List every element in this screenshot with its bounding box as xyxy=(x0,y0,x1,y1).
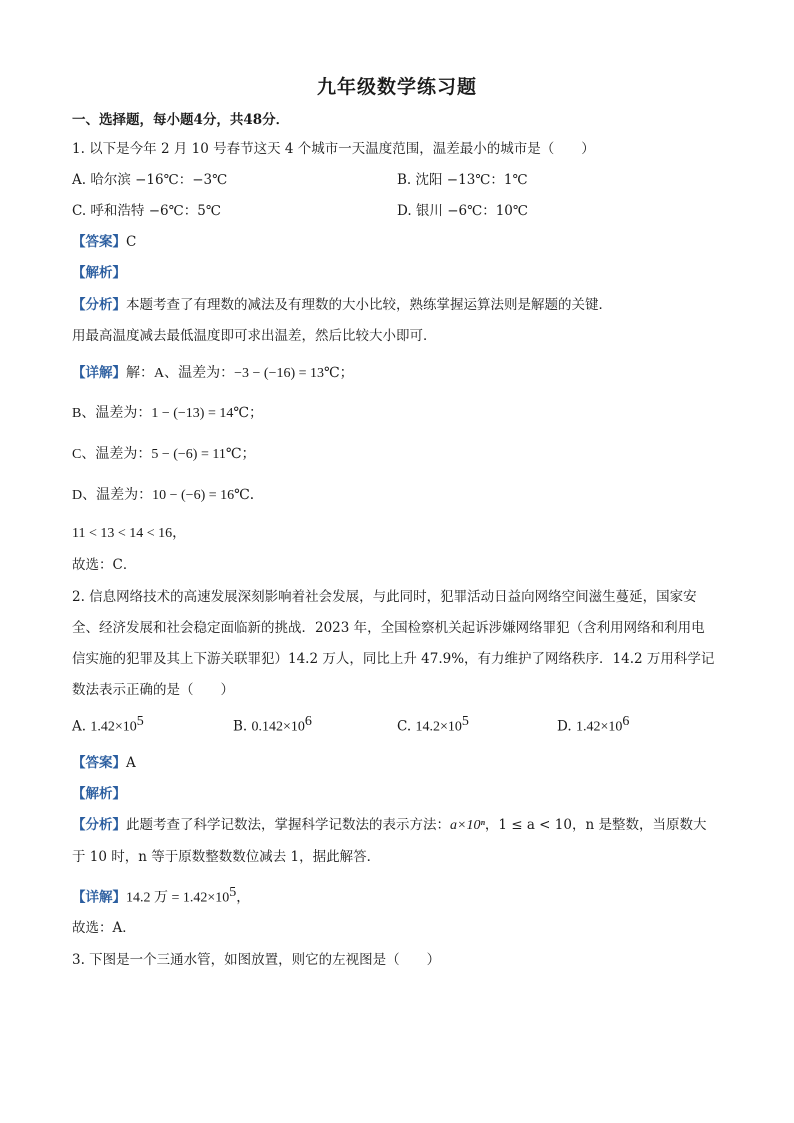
q1-detail-line4: D、温差为：10 − (−6) = 16℃． xyxy=(72,488,264,503)
q1-detail-line5: 11 < 13 < 14 < 16， xyxy=(72,526,187,541)
q1-detail-line2: B、温差为：1 − (−13) = 14℃； xyxy=(72,406,264,421)
q2-analysis-line2: 于 10 时，n 等于原数整数数位减去 1，据此解答． xyxy=(72,849,381,865)
q2-stem-line1: 2. 信息网络技术的高速发展深刻影响着社会发展，与此同时，犯罪活动日益向网络空间滋生蔓延，国家安 xyxy=(72,589,697,605)
q1-analysis-line2: 用最高温度减去最低温度即可求出温差，然后比较大小即可． xyxy=(72,328,437,344)
q1-analysis-line1 xyxy=(72,296,612,314)
q2-option-d: D. $1.42\times 10^6$ xyxy=(557,714,630,735)
q1-option-b: B. 沈阳 −13℃：1℃ xyxy=(397,172,528,188)
q1-answer xyxy=(72,233,136,251)
q2-option-b: B. $0.142\times 10^6$ xyxy=(233,714,312,735)
q2-option-c: C. $14.2\times 10^5$ xyxy=(397,714,469,735)
q1-option-a: A. 哈尔滨 −16℃：−3℃ xyxy=(72,172,228,188)
q2-detail-line2: 故选：A． xyxy=(72,920,136,936)
q2-detail-line1: 【详解】14.2 万 = $1.42\times 10^5$， xyxy=(72,885,250,906)
jiexi-label: 【解析】 xyxy=(72,786,126,802)
q3-stem: 3. 下图是一个三通水管，如图放置，则它的左视图是（ ） xyxy=(72,952,441,968)
analysis-label: 【分析】 xyxy=(72,297,126,313)
q2-option-a: A. $1.42\times 10^5$ xyxy=(72,714,144,735)
page-title: 九年级数学练习题 xyxy=(316,76,477,98)
q1-detail-line6: 故选：C． xyxy=(72,557,137,573)
answer-value: A xyxy=(126,755,136,771)
answer-value: C xyxy=(126,234,137,250)
q2-stem-line3: 信实施的犯罪及其上下游关联罪犯）14.2 万人，同比上升 47.9%，有力维护了网络秩序．14.2 万用科学记 xyxy=(72,651,715,667)
q1-detail-line1 xyxy=(72,364,354,383)
analysis-text: 本题考查了有理数的减法及有理数的大小比较，熟练掌握运算法则是解题的关键． xyxy=(126,297,612,313)
answer-label: 【答案】 xyxy=(72,755,126,771)
q2-stem-line4: 数法表示正确的是（ ） xyxy=(72,682,234,698)
q2-stem-line2: 全、经济发展和社会稳定面临新的挑战．2023 年，全国检察机关起诉涉嫌网络罪犯（含利用网络和利用电 xyxy=(72,620,705,636)
analysis-label: 【分析】 xyxy=(72,817,126,833)
answer-label: 【答案】 xyxy=(72,234,126,250)
q1-option-c: C. 呼和浩特 −6℃：5℃ xyxy=(72,203,221,219)
q2-analysis-line1: 【分析】此题考查了科学记数法，掌握科学记数法的表示方法：a×10ⁿ，1 ≤ a < 10，n 是整数，当原数大 xyxy=(72,817,707,833)
q2-jiexi xyxy=(72,785,126,803)
detail-text: 解：A、温差为：−3 − (−16) = 13℃； xyxy=(126,366,354,381)
q1-option-d: D. 银川 −6℃：10℃ xyxy=(397,203,528,219)
q1-stem: 1. 以下是今年 2 月 10 号春节这天 4 个城市一天温度范围，温差最小的城市是（ ） xyxy=(72,141,595,157)
jiexi-label: 【解析】 xyxy=(72,265,126,281)
section-heading: 一、选择题，每小题4分，共48分． xyxy=(72,112,290,128)
q2-answer xyxy=(72,754,136,772)
q1-jiexi xyxy=(72,264,126,282)
detail-label: 【详解】 xyxy=(72,365,126,381)
detail-label: 【详解】 xyxy=(72,889,126,906)
q1-detail-line3: C、温差为：5 − (−6) = 11℃； xyxy=(72,447,256,462)
